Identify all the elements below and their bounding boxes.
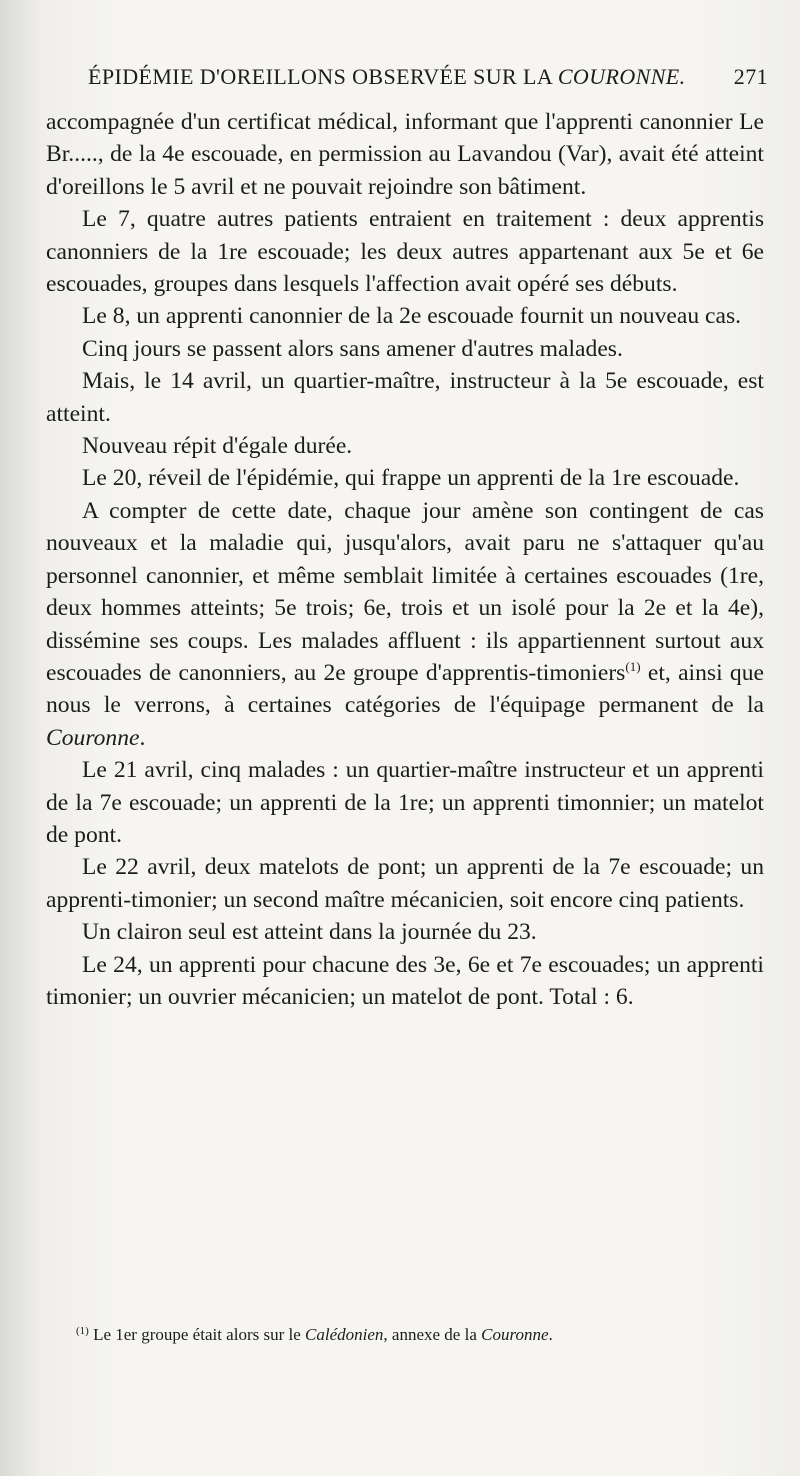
footnote-text: Le 1er groupe était alors sur le xyxy=(93,1325,306,1344)
paragraph-text: et, ainsi que nous le verrons, à certaines catégories de l'équipage permanent de la xyxy=(46,659,764,719)
paragraph: Le 21 avril, cinq malades : un quartier-maître instructeur et un apprenti de la 7e escouade; un apprenti de la 1re; un apprenti timonnier; un matelot de pont. xyxy=(46,757,764,848)
paragraph-text: . xyxy=(139,724,146,751)
paragraph: Un clairon seul est atteint dans la journée du 23. xyxy=(82,919,537,946)
body-text xyxy=(46,106,764,1013)
footnote-marker: (1) xyxy=(76,1325,89,1337)
running-title xyxy=(88,64,686,90)
footnote-text: . xyxy=(548,1325,553,1344)
paragraph: Cinq jours se passent alors sans amener d'autres malades. xyxy=(82,335,623,362)
paragraph-text: A compter de cette date, chaque jour amène son contingent de cas nouveaux et la maladie qui, jusqu'alors, avait paru ne s'attaquer qu'au personnel canonnier, et même semblait limitée à certaines escouades (1re, deux hommes atteints; 5e trois; 6e, trois et un isolé pour la 2e et la 4e), dissémine ses coups. Les malades affluent : ils appartiennent surtout aux escouades de canonniers, au 2e groupe d'apprentis-timoniers xyxy=(46,497,764,686)
paragraph: Le 7, quatre autres patients entraient en traitement : deux apprentis canonniers de la 1re escouade; les deux autres appartenant aux 5e et 6e escouades, groupes dans lesquels l'affection avait opéré ses débuts. xyxy=(46,206,764,298)
paragraph: Nouveau répit d'égale durée. xyxy=(82,433,353,460)
footnote xyxy=(76,1324,766,1346)
paragraph: Le 8, un apprenti canonnier de la 2e escouade fournit un nouveau cas. xyxy=(82,303,742,330)
ship-name: Couronne xyxy=(46,724,140,751)
running-head xyxy=(88,64,768,96)
paragraph: Le 24, un apprenti pour chacune des 3e, 6e et 7e escouades; un apprenti timonier; un ouvrier mécanicien; un matelot de pont. Total : 6. xyxy=(46,951,764,1010)
paragraph: Le 20, réveil de l'épidémie, qui frappe un apprenti de la 1re escouade. xyxy=(82,465,740,492)
ship-name: Calédonien xyxy=(305,1325,384,1344)
running-title-text: ÉPIDÉMIE D'OREILLONS OBSERVÉE SUR LA xyxy=(88,64,558,89)
ship-name: Couronne xyxy=(481,1325,549,1344)
running-title-ship: COURONNE. xyxy=(557,64,686,89)
page-number: 271 xyxy=(733,64,768,89)
paragraph: Mais, le 14 avril, un quartier-maître, instructeur à la 5e escouade, est atteint. xyxy=(46,368,764,427)
footnote-ref: (1) xyxy=(625,658,641,674)
paragraph xyxy=(46,495,764,754)
paragraph: accompagnée d'un certificat médical, informant que l'apprenti canonnier Le Br....., de la 4e escouade, en permission au Lavandou (Var), avait été atteint d'oreillons le 5 avril et ne pouvait rejoindre son bâtiment. xyxy=(46,109,764,200)
paragraph: Le 22 avril, deux matelots de pont; un apprenti de la 7e escouade; un apprenti-timonier; un second maître mécanicien, soit encore cinq patients. xyxy=(46,854,764,913)
footnote-text: , annexe de la xyxy=(383,1325,482,1344)
